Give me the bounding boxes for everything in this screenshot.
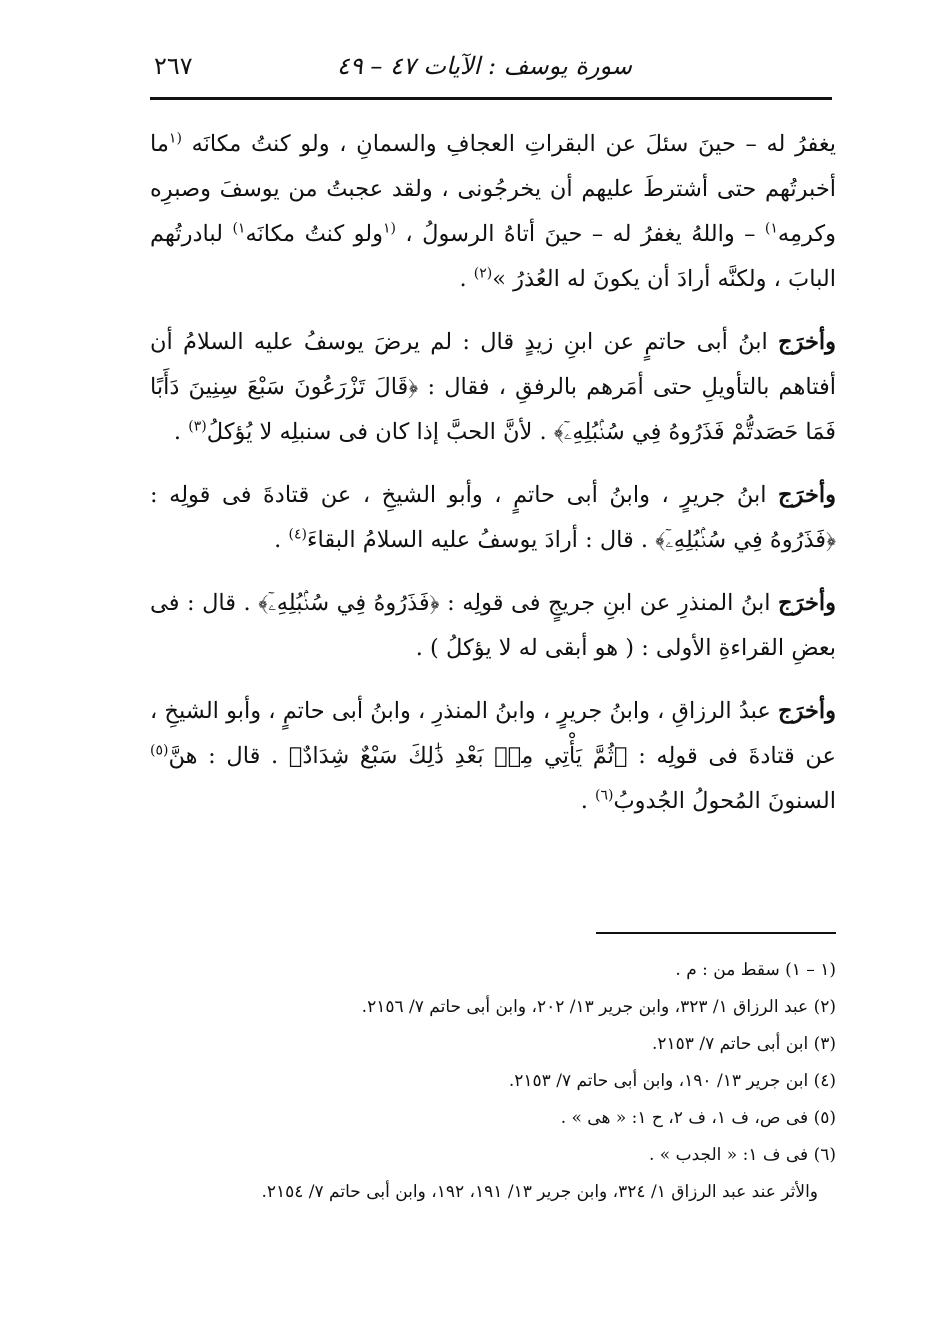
paragraph <box>150 581 836 671</box>
footnote-marker: (١ <box>168 130 182 147</box>
footnote-line: (٦) فى ف ١: « الجدب » . <box>648 1145 836 1165</box>
paragraph <box>150 122 836 302</box>
main-text <box>150 122 836 842</box>
quran-quote: ﴿فَذَرُوهُ فِي سُنۢبُلِهِۦٓ﴾ <box>258 590 440 616</box>
text-run: ابنُ أبى حاتمٍ عن ابنِ زيدٍ قال : لم يرضَ يوسفُ عليه السلامُ أن أفتاهم بالتأويلِ حتى أمَرهم بالرفقِ ، فقال : <box>150 329 836 400</box>
quran-quote: ﴿ثُمَّ يَأْتِي مِنۢ بَعْدِ ذَٰلِكَ سَبْعٌ شِدَادٌ﴾ <box>288 743 628 769</box>
quran-quote: ﴿فَذَرُوهُ فِي سُنۢبُلِهِۦٓ﴾ <box>655 527 836 553</box>
text-run: . قال : أرادَ يوسفُ عليه السلامُ البقاءَ <box>306 527 656 553</box>
footnote-line: (٢) عبد الرزاق ١/ ٣٢٣، وابن جرير ١٣/ ٢٠٢، وابن أبى حاتم ٧/ ٢١٥٦. <box>361 997 836 1017</box>
paragraph <box>150 320 836 455</box>
footnote-line: والأثر عند عبد الرزاق ١/ ٣٢٤، وابن جرير ١٣/ ١٩١، ١٩٢، وابن أبى حاتم ٧/ ٢١٥٤. <box>261 1182 818 1202</box>
footnote-marker: (١ <box>382 220 396 237</box>
paragraph-lead-word: وأخرَج <box>778 590 837 616</box>
paragraph <box>150 473 836 563</box>
running-title: سورة يوسف : الآيات ٤٧ – ٤٩ <box>336 52 632 80</box>
text-run: ابنُ جريرٍ ، وابنُ أبى حاتمٍ ، وأبو الشيخِ ، عن قتادةَ فى قولِه : <box>150 482 779 508</box>
text-run: عبدُ الرزاقِ ، وابنُ جريرٍ ، وابنُ المنذرِ ، وابنُ أبى حاتمٍ ، وأبو الشيخِ ، عن قتادةَ فى قولِه : <box>150 698 836 769</box>
page-number: ٢٦٧ <box>154 52 193 80</box>
text-run: . <box>580 788 595 814</box>
text-run: . <box>459 266 474 292</box>
footnote-marker: ١) <box>764 220 778 237</box>
header-rule <box>150 97 832 100</box>
footnote-marker: (٢) <box>473 265 493 282</box>
footnote-separator <box>596 932 836 934</box>
text-run: . <box>173 419 189 445</box>
footnote-line: (٣) ابن أبى حاتم ٧/ ٢١٥٣. <box>651 1034 836 1054</box>
text-run: لبادرتُهم البابَ ، ولكنَّه أرادَ أن يكونَ له العُذرُ » <box>150 221 836 292</box>
text-run: . قال : هنَّ <box>168 743 289 769</box>
paragraph-lead-word: وأخرَج <box>778 482 836 508</box>
footnote-marker: (٦) <box>595 787 614 804</box>
paragraph <box>150 689 836 824</box>
text-run: السنونَ المُحولُ الجُدوبُ <box>613 788 836 814</box>
text-run: . لأنَّ الحبَّ إذا كان فى سنبلِه لا يُؤكلُ <box>206 419 554 445</box>
footnotes <box>150 952 836 1211</box>
footnote-line: (١ – ١) سقط من : م . <box>675 960 836 980</box>
text-run: . <box>274 527 289 553</box>
text-run: ما أخبرتُهم حتى أشترطَ عليهم أن يخرجُونى ، ولقد عجبتُ من يوسفَ وصبرِه وكرمِه <box>150 131 836 247</box>
footnote-line: (٥) فى ص، ف ١، ف ٢، ح ١: « هى » . <box>560 1108 836 1128</box>
footnote-marker: ١) <box>232 220 246 237</box>
text-run: ولو كنتُ مكانَه <box>245 221 383 247</box>
text-run: . قال : فى بعضِ القراءةِ الأولى : ( هو أبقى له لا يؤكلُ ) . <box>150 590 836 661</box>
paragraph-lead-word: وأخرَج <box>778 698 836 724</box>
paragraph-lead-word: وأخرَج <box>778 329 836 355</box>
text-run: ابنُ المنذرِ عن ابنِ جريجٍ فى قولِه : <box>439 590 779 616</box>
text-run: – واللهُ يغفرُ له – حينَ أتاهُ الرسولُ ، <box>395 221 765 247</box>
running-header <box>150 52 832 98</box>
footnote-marker: (٥) <box>150 742 169 759</box>
footnote-marker: (٣) <box>188 418 207 435</box>
quran-quote: ﴿قَالَ تَزْرَعُونَ سَبْعَ سِنِينَ دَأَبًا فَمَا حَصَدتُّمْ فَذَرُوهُ فِي سُنۢبُلِهِۦٓ﴾ <box>150 374 836 445</box>
footnote-marker: (٤) <box>288 526 307 543</box>
footnote-line: (٤) ابن جرير ١٣/ ١٩٠، وابن أبى حاتم ٧/ ٢١٥٣. <box>508 1071 836 1091</box>
text-run: يغفرُ له – حينَ سئلَ عن البقراتِ العجافِ والسمانِ ، ولو كنتُ مكانَه <box>181 131 836 157</box>
